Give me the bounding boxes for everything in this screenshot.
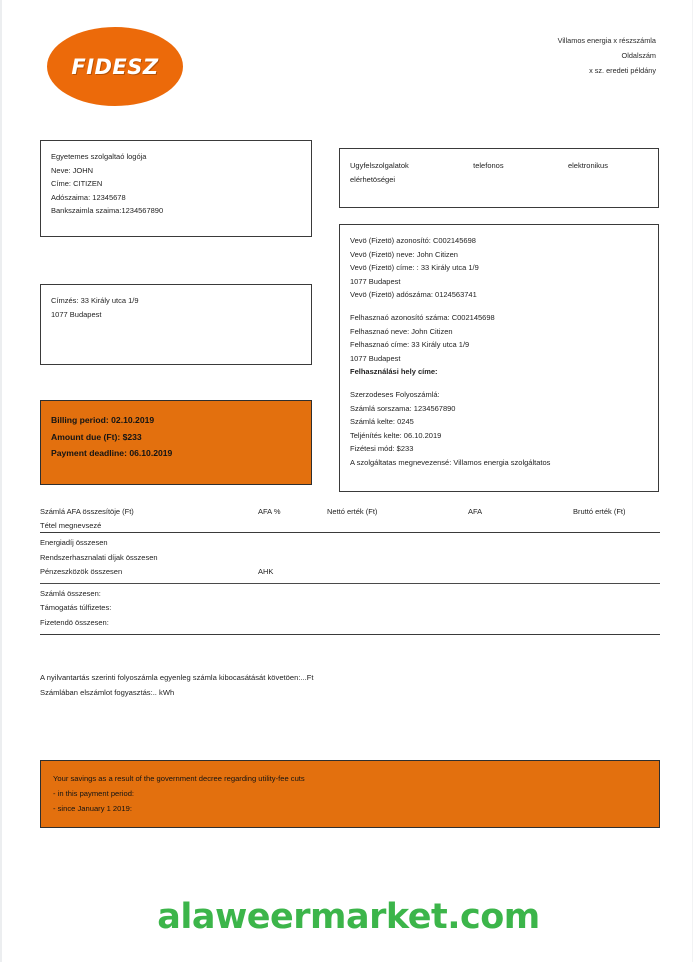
user-address: Felhasznaó címe: 33 Király utca 1/9 — [350, 340, 470, 350]
payment-method: Fizétesi mód: $233 — [350, 444, 414, 454]
buyer-group — [350, 234, 648, 302]
column-header-vat: AFA — [468, 507, 483, 516]
savings-this-period: - in this payment period: — [53, 789, 135, 798]
recipient-address-line-1: Címzés: 33 Király utca 1/9 — [51, 296, 139, 305]
supplier-tax-number: Adószaima: 12345678 — [51, 192, 126, 202]
billing-period: Billing period: 02.10.2019 — [51, 415, 155, 425]
buyer-tax-number: Vevö (Fizetö) adószáma: 0124563741 — [350, 290, 477, 300]
note-balance-line: A nyilvantartás szerinti folyoszámla egyenleg számla kibocasátását követöen:...Ft — [40, 673, 314, 682]
contract-group — [350, 388, 648, 470]
payment-deadline: Payment deadline: 06.10.2019 — [51, 448, 173, 458]
savings-box — [40, 760, 660, 828]
table-summary-divider-bottom — [40, 634, 660, 635]
contact-word-3: elektronikus — [567, 161, 608, 170]
site-watermark: alaweermarket.com — [157, 897, 540, 937]
summary-row-invoice-total: Számlá összesen: — [40, 588, 101, 598]
header-line-2: Oldalszám — [621, 51, 656, 60]
user-group — [350, 311, 648, 379]
table-header-title: Számlá AFA összesítöje (Ft) — [40, 507, 134, 516]
table-header-left — [40, 505, 134, 532]
savings-since-january: - since January 1 2019: — [53, 804, 132, 813]
supplier-logo-label: Egyetemes szolgaltaó logója — [51, 152, 147, 161]
row-label-system-usage-fees: Rendszerhasznalati díjak összesen — [40, 552, 158, 562]
customer-details-box — [339, 224, 659, 492]
table-header — [40, 505, 660, 532]
supplier-info-box — [40, 140, 312, 237]
buyer-name: Vevö (Fizetö) neve: John Citizen — [350, 249, 458, 259]
table-body — [40, 533, 660, 583]
supplier-address: Címe: CITIZEN — [51, 179, 103, 189]
table-row — [40, 565, 660, 580]
savings-title: Your savings as a result of the government decree regarding utility-fee cuts — [53, 774, 305, 783]
header-line-1: Villamos energia x részszámla — [557, 36, 656, 45]
consumption-site-label: Felhasználási hely címe: — [350, 367, 438, 377]
user-name: Felhasznaó neve: John Citizen — [350, 326, 453, 336]
table-header-subtitle: Tétel megnevsezé — [40, 520, 102, 530]
supplier-bank-account: Bankszaimla szaima:1234567890 — [51, 206, 164, 216]
buyer-postal-city: 1077 Budapest — [350, 276, 401, 286]
supplier-name: Neve: JOHN — [51, 165, 94, 175]
invoice-date: Számlá kelte: 0245 — [350, 417, 414, 427]
logo-text: FIDESZ — [71, 54, 159, 79]
header-line-3: x sz. eredeti példány — [589, 66, 656, 75]
summary-row-subsidy-overpayment: Támogatás túlfizetes: — [40, 603, 112, 613]
vat-summary-table — [40, 505, 660, 635]
fulfilment-date: Teljénítés kelte: 06.10.2019 — [350, 430, 442, 440]
contact-heading-line-2: elérhetöségei — [350, 175, 396, 184]
service-name: A szolgáltatas megnevezensé: Villamos energia szolgáltatos — [350, 457, 551, 467]
column-header-gross-value: Bruttó erték (Ft) — [573, 507, 626, 516]
contact-word-1: Ugyfelszolgalatok — [350, 161, 409, 170]
buyer-address: Vevö (Fizetö) címe: : 33 Király utca 1/9 — [350, 263, 479, 273]
note-consumption-line: Számlában elszámlot fogyasztás:.. kWh — [40, 688, 175, 697]
fidesz-logo — [47, 27, 183, 106]
column-header-net-value: Nettó erték (Ft) — [327, 507, 378, 516]
table-row — [40, 536, 660, 551]
document-header — [376, 33, 656, 78]
contact-heading-row — [350, 159, 608, 173]
column-header-vat-percent: AFA % — [258, 507, 281, 516]
invoice-serial-number: Számlá sorszama: 1234567890 — [350, 403, 456, 413]
recipient-address-box — [40, 284, 312, 365]
summary-row-payable-total: Fizetendö összesen: — [40, 617, 109, 627]
user-id: Felhasznaó azonosító száma: C002145698 — [350, 312, 495, 322]
row-label-financial-instruments: Pénzeszközök összesen — [40, 567, 123, 577]
account-notes — [40, 670, 640, 700]
billing-summary-box — [40, 400, 312, 485]
row-label-energy-fee: Energiadíj összesen — [40, 538, 108, 547]
contract-account: Szerzodeses Folyoszámlá: — [350, 389, 440, 399]
buyer-id: Vevö (Fizetö) azonosító: C002145698 — [350, 236, 476, 245]
table-summary — [40, 584, 660, 634]
amount-due: Amount due (Ft): $233 — [51, 431, 142, 442]
customer-service-contact-box — [339, 148, 659, 208]
user-postal-city: 1077 Budapest — [350, 353, 401, 363]
contact-word-2: telefonos — [473, 161, 504, 170]
table-row — [40, 551, 660, 566]
row-value-ahk: AHK — [258, 567, 274, 577]
recipient-address-line-2: 1077 Budapest — [51, 309, 102, 319]
